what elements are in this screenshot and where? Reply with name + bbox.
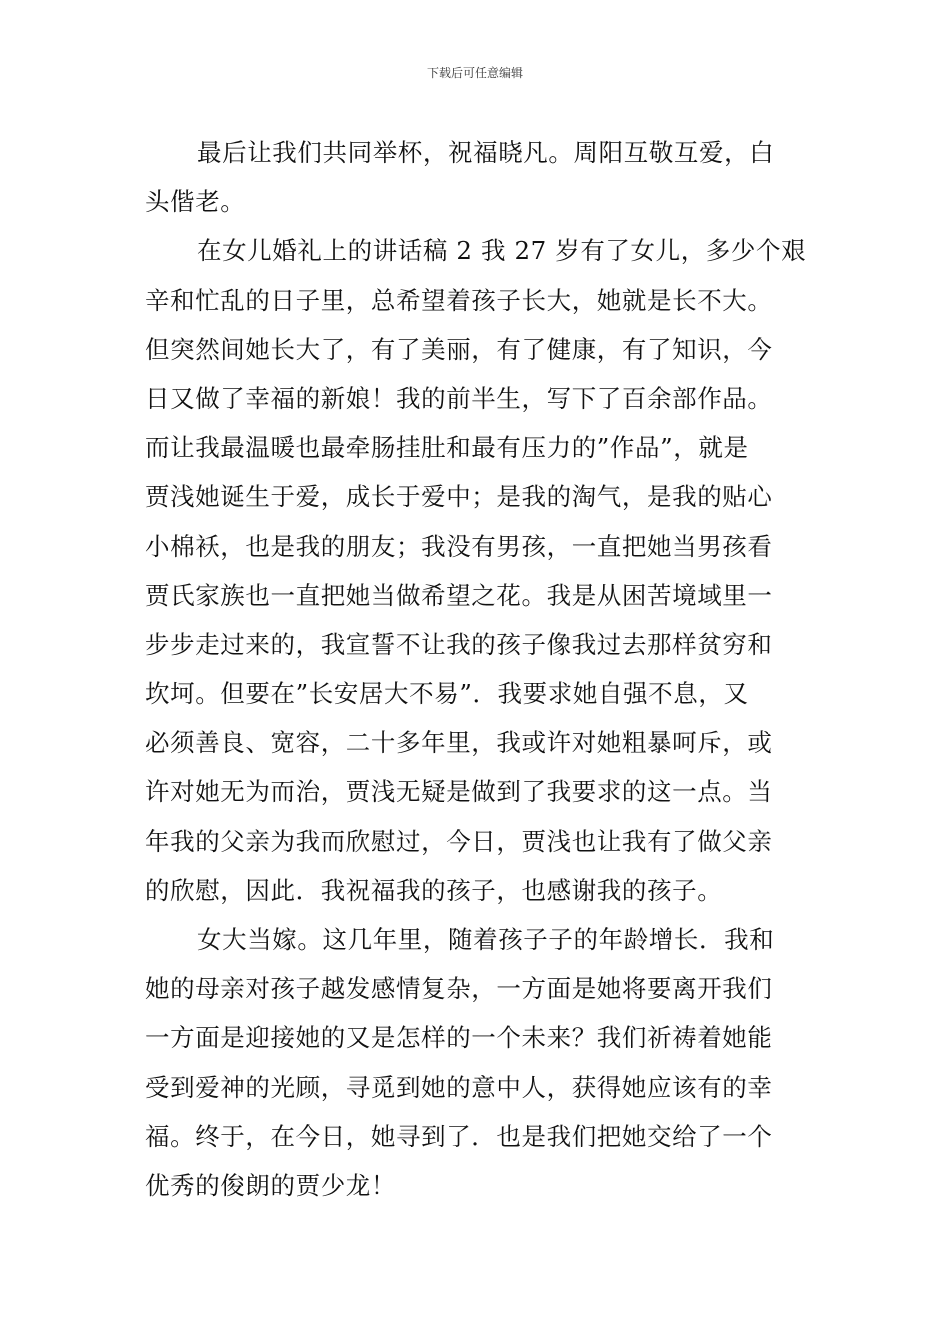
text-line: 福。终于，在今日，她寻到了．也是我们把她交给了一个 (145, 1121, 773, 1151)
text-line: 在女儿婚礼上的讲话稿 2 我 27 岁有了女儿，多少个艰 (197, 236, 807, 266)
text-line: 一方面是迎接她的又是怎样的一个未来？我们祈祷着她能 (145, 1023, 773, 1053)
text-line: 的欣慰，因此．我祝福我的孩子，也感谢我的孩子。 (145, 875, 723, 905)
text-line: 步步走过来的，我宣誓不让我的孩子像我过去那样贫穷和 (145, 629, 773, 659)
text-line: 必须善良、宽容，二十多年里，我或许对她粗暴呵斥，或 (145, 728, 773, 758)
text-line: 她的母亲对孩子越发感情复杂，一方面是她将要离开我们 (145, 974, 773, 1004)
text-line: 坎坷。但要在”长安居大不易”．我要求她自强不息，又 (145, 679, 749, 709)
text-line: 但突然间她长大了，有了美丽，有了健康，有了知识，今 (145, 334, 773, 364)
text-line: 优秀的俊朗的贾少龙！ (145, 1170, 396, 1200)
text-line: 年我的父亲为我而欣慰过，今日，贾浅也让我有了做父亲 (145, 826, 773, 856)
text-line: 贾浅她诞生于爱，成长于爱中；是我的淘气，是我的贴心 (145, 482, 773, 512)
document-body (145, 128, 807, 1210)
text-line: 辛和忙乱的日子里，总希望着孩子长大，她就是长不大。 (145, 285, 773, 315)
text-line: 女大当嫁。这几年里，随着孩子子的年龄增长．我和 (197, 925, 775, 954)
text-line: 最后让我们共同举杯，祝福晓凡。周阳互敬互爱，白 (197, 138, 775, 167)
text-line: 头偕老。 (145, 187, 246, 217)
text-line: 许对她无为而治，贾浅无疑是做到了我要求的这一点。当 (145, 777, 773, 807)
text-line: 日又做了幸福的新娘！我的前半生，写下了百余部作品。 (145, 383, 773, 413)
page-header: 下载后可任意编辑 (426, 66, 523, 80)
text-line: 而让我最温暖也最牵肠挂肚和最有压力的”作品”，就是 (145, 433, 749, 463)
text-line: 小棉袄，也是我的朋友；我没有男孩，一直把她当男孩看 (145, 531, 773, 561)
text-line: 贾氏家族也一直把她当做希望之花。我是从困苦境域里一 (145, 580, 773, 610)
text-line: 受到爱神的光顾，寻觅到她的意中人，获得她应该有的幸 (145, 1072, 773, 1102)
